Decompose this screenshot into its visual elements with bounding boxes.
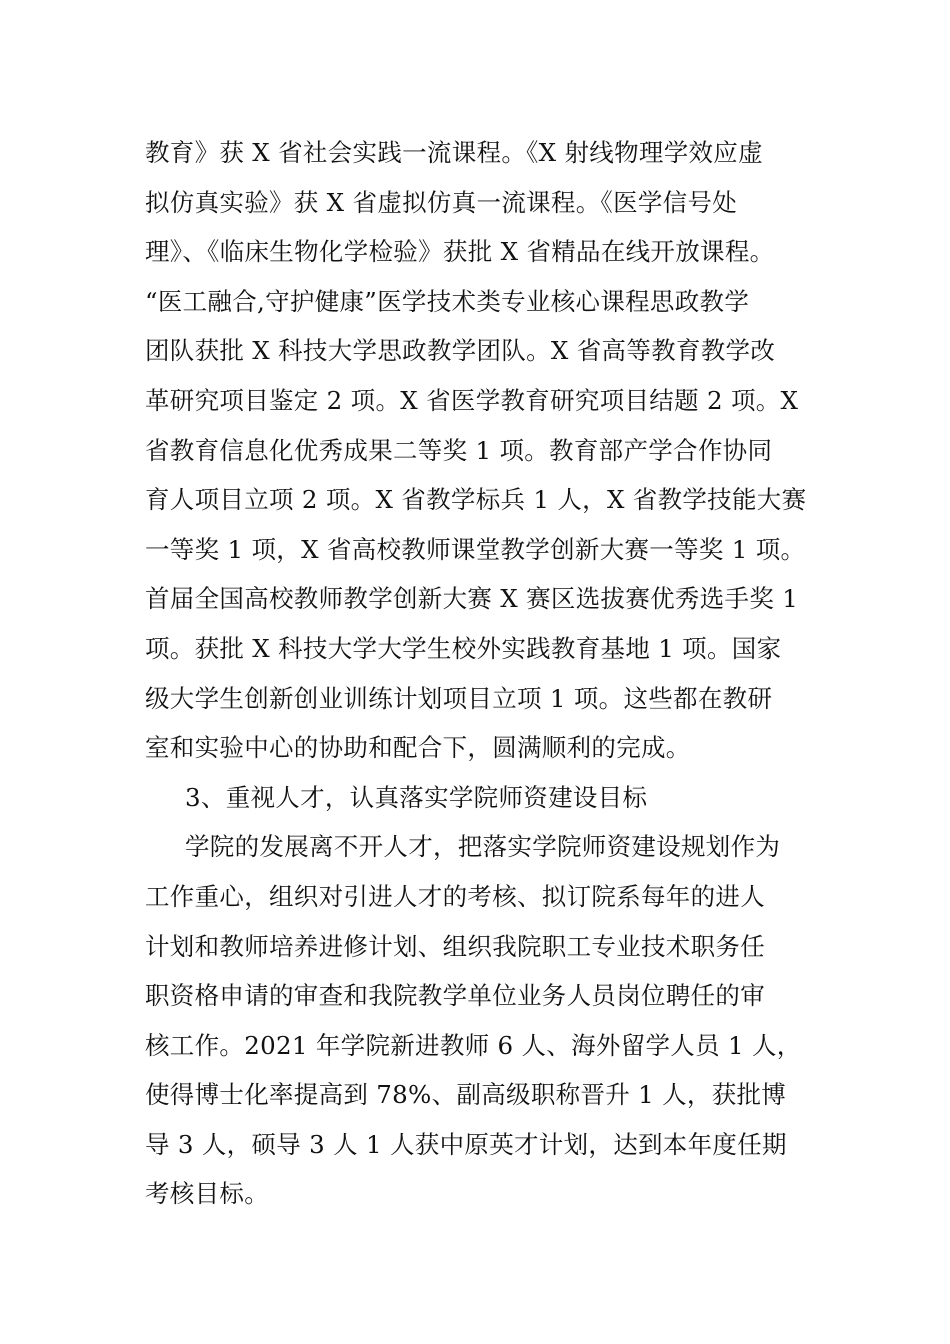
document-body [145, 128, 825, 1219]
text-line: 理》、《临床生物化学检验》获批 X 省精品在线开放课程。 [145, 237, 775, 267]
text-line: 使得博士化率提高到 78%、副高级职称晋升 1 人，获批博 [145, 1080, 787, 1110]
text-line: 一等奖 1 项，X 省高校教师课堂教学创新大赛一等奖 1 项。 [145, 534, 806, 564]
text-line: 导 3 人，硕导 3 人 1 人获中原英才计划，达到本年度任期 [145, 1129, 787, 1159]
text-line: 工作重心，组织对引进人才的考核、拟订院系每年的进人 [145, 881, 765, 911]
text-line: 教育》获 X 省社会实践一流课程。《X 射线物理学效应虚 [145, 138, 763, 167]
text-line: 团队获批 X 科技大学思政教学团队。X 省高等教育教学改 [145, 336, 776, 366]
section-heading: 3、重视人才，认真落实学院师资建设目标 [185, 782, 648, 812]
text-line: 核工作。2021 年学院新进教师 6 人、海外留学人员 1 人， [145, 1030, 802, 1060]
text-line: 项。获批 X 科技大学大学生校外实践教育基地 1 项。国家 [145, 633, 782, 663]
text-line: 省教育信息化优秀成果二等奖 1 项。教育部产学合作协同 [145, 435, 773, 465]
text-line: 拟仿真实验》获 X 省虚拟仿真一流课程。《医学信号处 [145, 187, 738, 217]
text-line: 首届全国高校教师教学创新大赛 X 赛区选拔赛优秀选手奖 1 [145, 584, 799, 614]
text-line: “医工融合,守护健康”医学技术类专业核心课程思政教学 [145, 286, 750, 316]
text-line: 育人项目立项 2 项。X 省教学标兵 1 人，X 省教学技能大赛 [145, 485, 807, 515]
text-line: 革研究项目鉴定 2 项。X 省医学教育研究项目结题 2 项。X [145, 385, 799, 415]
paragraph-first-line: 学院的发展离不开人才，把落实学院师资建设规划作为 [185, 832, 781, 862]
text-line: 考核目标。 [145, 1179, 269, 1209]
text-line: 职资格申请的审查和我院教学单位业务人员岗位聘任的审 [145, 981, 765, 1011]
text-line: 室和实验中心的协助和配合下，圆满顺利的完成。 [145, 733, 691, 763]
text-line: 计划和教师培养进修计划、组织我院职工专业技术职务任 [145, 931, 765, 961]
text-line: 级大学生创新创业训练计划项目立项 1 项。这些都在教研 [145, 683, 773, 713]
